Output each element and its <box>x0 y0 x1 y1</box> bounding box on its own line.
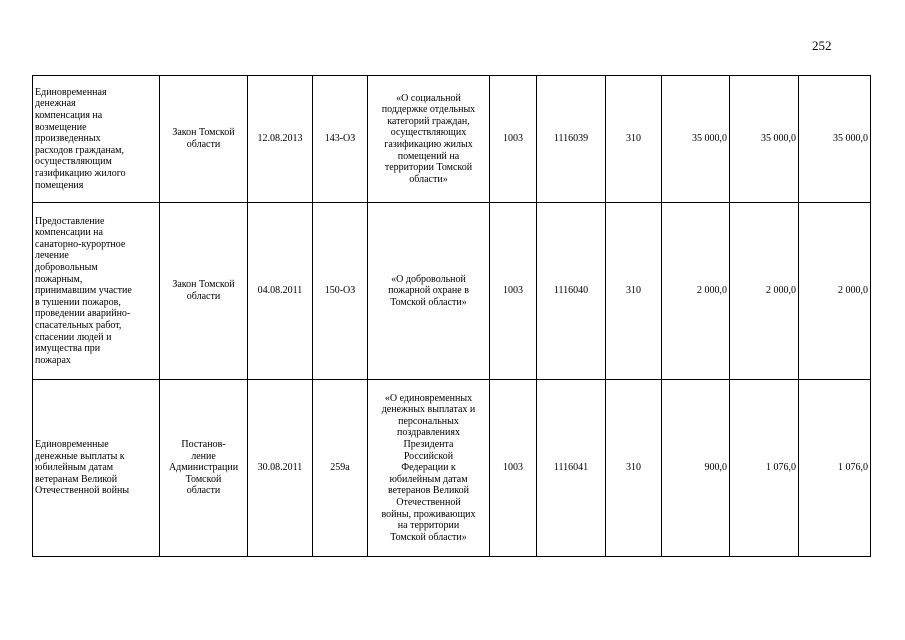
table-row <box>33 203 871 380</box>
act-number: 150-ОЗ <box>313 203 368 380</box>
amount-3: 1 076,0 <box>799 380 871 557</box>
row-description: Единовременная денежная компенсация на возмещение произведенных расходов гражданам, осуществляющим газификацию жилого помещения <box>33 76 160 203</box>
act-date: 04.08.2011 <box>248 203 313 380</box>
act-date: 12.08.2013 <box>248 76 313 203</box>
act-number: 143-ОЗ <box>313 76 368 203</box>
section-code: 1003 <box>490 76 537 203</box>
amount-2: 35 000,0 <box>730 76 799 203</box>
act-title: «О добровольной пожарной охране в Томской области» <box>368 203 490 380</box>
expense-kind-code: 310 <box>606 76 662 203</box>
row-description: Предоставление компенсации на санаторно-курортное лечение добровольным пожарным, принимавшим участие в тушении пожаров, проведении аварийно- спасательных работ, спасении людей и имущества при пожарах <box>33 203 160 380</box>
target-code: 1116040 <box>537 203 606 380</box>
act-title: «О социальной поддержке отдельных категорий граждан, осуществляющих газификацию жилых помещений на территории Томской области» <box>368 76 490 203</box>
section-code: 1003 <box>490 203 537 380</box>
amount-1: 2 000,0 <box>662 203 730 380</box>
expense-kind-code: 310 <box>606 203 662 380</box>
amount-3: 2 000,0 <box>799 203 871 380</box>
amount-1: 35 000,0 <box>662 76 730 203</box>
amount-1: 900,0 <box>662 380 730 557</box>
amount-3: 35 000,0 <box>799 76 871 203</box>
legal-act-type: Постанов- ление Администрации Томской области <box>160 380 248 557</box>
target-code: 1116041 <box>537 380 606 557</box>
amount-2: 2 000,0 <box>730 203 799 380</box>
act-date: 30.08.2011 <box>248 380 313 557</box>
act-number: 259а <box>313 380 368 557</box>
legal-act-type: Закон Томской области <box>160 76 248 203</box>
row-description: Единовременные денежные выплаты к юбилейным датам ветеранам Великой Отечественной войны <box>33 380 160 557</box>
table-row <box>33 380 871 557</box>
expense-kind-code: 310 <box>606 380 662 557</box>
legal-act-type: Закон Томской области <box>160 203 248 380</box>
act-title: «О единовременных денежных выплатах и персональных поздравлениях Президента Российской Федерации к юбилейным датам ветеранов Великой Отечественной войны, проживающих на территории Томской области» <box>368 380 490 557</box>
table-row <box>33 76 871 203</box>
amount-2: 1 076,0 <box>730 380 799 557</box>
target-code: 1116039 <box>537 76 606 203</box>
page-number: 252 <box>812 38 832 53</box>
budget-table <box>32 75 871 557</box>
section-code: 1003 <box>490 380 537 557</box>
